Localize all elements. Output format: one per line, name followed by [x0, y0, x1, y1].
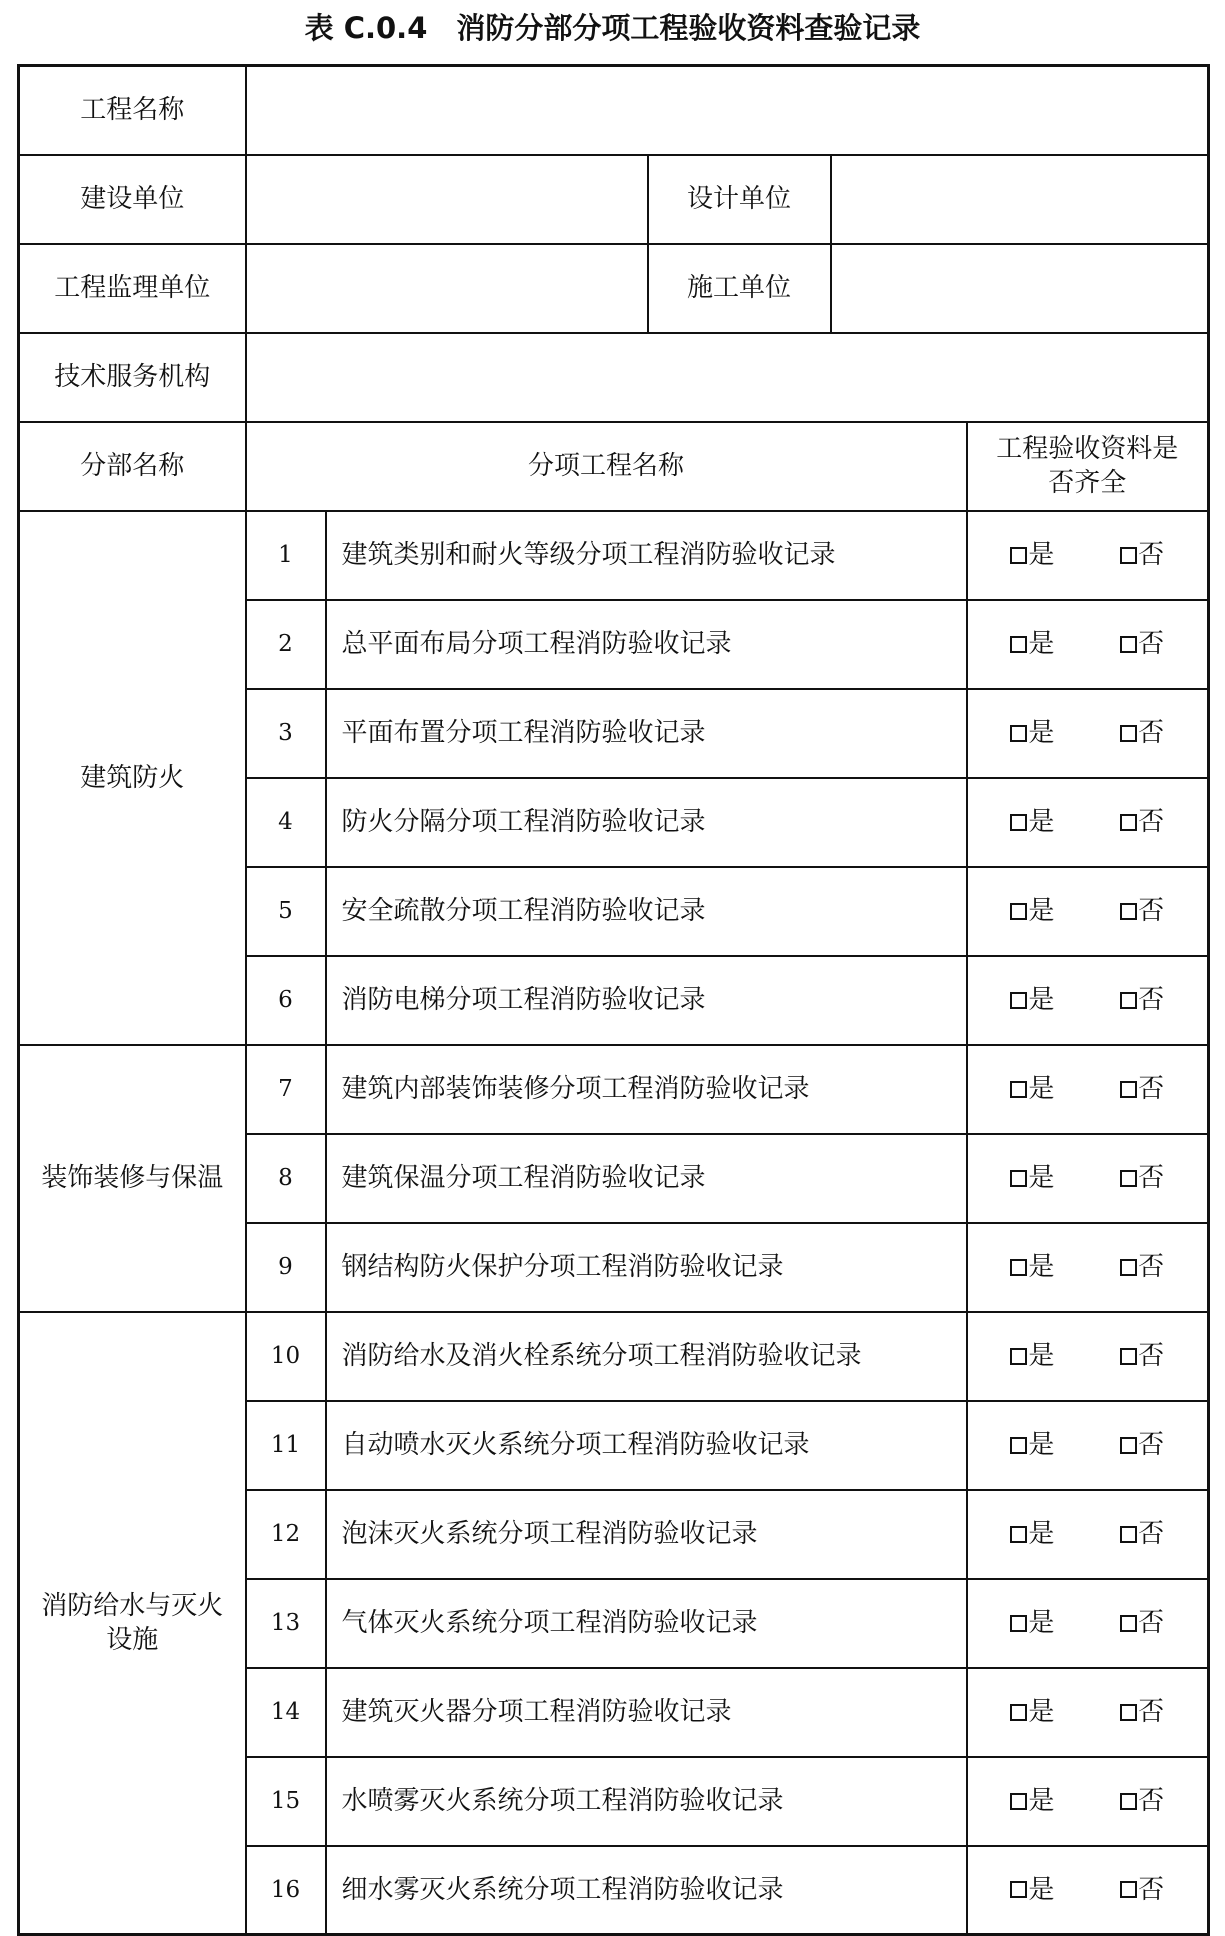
checkbox-square-icon[interactable] [1010, 903, 1027, 920]
checkbox-yes-label: 是 [1028, 1874, 1055, 1905]
checkbox-yes-label: 是 [1028, 896, 1055, 926]
checkbox-no[interactable] [1120, 1517, 1164, 1551]
completeness-cell [967, 1846, 1209, 1935]
item-name: 防火分隔分项工程消防验收记录 [326, 778, 967, 867]
checkbox-square-icon[interactable] [1120, 1348, 1137, 1365]
item-number: 13 [246, 1579, 326, 1668]
checkbox-square-icon[interactable] [1120, 1081, 1137, 1098]
completeness-options [968, 1250, 1208, 1284]
checkbox-yes[interactable] [1010, 1072, 1054, 1106]
complete-column-header-text: 工程验收资料是否齐全 [996, 434, 1179, 498]
checkbox-yes[interactable] [1010, 627, 1054, 661]
checkbox-yes-label: 是 [1028, 1430, 1055, 1460]
checkbox-square-icon[interactable] [1120, 992, 1137, 1009]
checkbox-no[interactable] [1120, 1873, 1164, 1907]
checkbox-no-label: 否 [1138, 896, 1165, 926]
item-name: 安全疏散分项工程消防验收记录 [326, 867, 967, 956]
item-number: 5 [246, 867, 326, 956]
checkbox-no[interactable] [1120, 983, 1164, 1017]
design-unit-label: 设计单位 [648, 155, 831, 244]
tech-service-field[interactable] [246, 333, 1209, 422]
division-name-cell: 装饰装修与保温 [19, 1045, 246, 1312]
completeness-cell [967, 600, 1209, 689]
checkbox-no[interactable] [1120, 1072, 1164, 1106]
checkbox-yes[interactable] [1010, 1784, 1054, 1818]
checkbox-yes[interactable] [1010, 716, 1054, 750]
project-name-field[interactable] [246, 66, 1209, 155]
checkbox-no[interactable] [1120, 1784, 1164, 1818]
record-row [19, 1312, 1209, 1401]
checkbox-no[interactable] [1120, 627, 1164, 661]
item-number: 14 [246, 1668, 326, 1757]
checkbox-square-icon[interactable] [1010, 814, 1027, 831]
division-name-cell: 建筑防火 [19, 511, 246, 1045]
item-number: 3 [246, 689, 326, 778]
item-number: 2 [246, 600, 326, 689]
checkbox-square-icon[interactable] [1010, 1348, 1027, 1365]
checkbox-no[interactable] [1120, 1250, 1164, 1284]
completeness-options [968, 538, 1208, 572]
completeness-cell [967, 956, 1209, 1045]
checkbox-no-label: 否 [1138, 1341, 1165, 1371]
checkbox-square-icon[interactable] [1120, 1881, 1137, 1898]
checkbox-no-label: 否 [1138, 540, 1165, 570]
item-number: 6 [246, 956, 326, 1045]
checkbox-yes-label: 是 [1028, 1786, 1055, 1816]
checkbox-no-label: 否 [1138, 1252, 1165, 1282]
checkbox-square-icon[interactable] [1010, 636, 1027, 653]
completeness-options [968, 1784, 1208, 1818]
checkbox-square-icon[interactable] [1120, 547, 1137, 564]
checkbox-no[interactable] [1120, 894, 1164, 928]
tech-service-row [19, 333, 1209, 422]
project-name-label: 工程名称 [19, 66, 246, 155]
checkbox-yes[interactable] [1010, 894, 1054, 928]
completeness-cell [967, 1579, 1209, 1668]
checkbox-yes[interactable] [1010, 805, 1054, 839]
checkbox-square-icon[interactable] [1010, 1881, 1027, 1898]
checkbox-no[interactable] [1120, 716, 1164, 750]
checkbox-square-icon[interactable] [1010, 1793, 1027, 1810]
record-row [19, 1045, 1209, 1134]
item-number: 4 [246, 778, 326, 867]
checkbox-square-icon[interactable] [1010, 1526, 1027, 1543]
checkbox-square-icon[interactable] [1120, 814, 1137, 831]
division-column-header: 分部名称 [19, 422, 246, 511]
completeness-cell [967, 867, 1209, 956]
completeness-options [968, 1072, 1208, 1106]
completeness-cell [967, 1223, 1209, 1312]
checkbox-no[interactable] [1120, 1161, 1164, 1195]
checkbox-no[interactable] [1120, 1606, 1164, 1640]
builder-unit-label: 施工单位 [648, 244, 831, 333]
completeness-options [968, 1873, 1208, 1907]
supervision-unit-field[interactable] [246, 244, 648, 333]
item-name: 建筑保温分项工程消防验收记录 [326, 1134, 967, 1223]
completeness-cell [967, 1134, 1209, 1223]
checkbox-square-icon[interactable] [1010, 725, 1027, 742]
construction-unit-label: 建设单位 [19, 155, 246, 244]
completeness-options [968, 894, 1208, 928]
checkbox-yes[interactable] [1010, 1695, 1054, 1729]
checkbox-square-icon[interactable] [1120, 1704, 1137, 1721]
checkbox-square-icon[interactable] [1120, 1437, 1137, 1454]
project-name-row [19, 66, 1209, 155]
completeness-options [968, 1695, 1208, 1729]
record-row [19, 511, 1209, 600]
checkbox-square-icon[interactable] [1120, 1170, 1137, 1187]
checkbox-square-icon[interactable] [1010, 547, 1027, 564]
checkbox-yes[interactable] [1010, 983, 1054, 1017]
construction-unit-field[interactable] [246, 155, 648, 244]
checkbox-yes[interactable] [1010, 1873, 1054, 1907]
checkbox-no-label: 否 [1138, 985, 1165, 1015]
checkbox-yes-label: 是 [1028, 540, 1055, 570]
completeness-options [968, 1161, 1208, 1195]
checkbox-yes[interactable] [1010, 1517, 1054, 1551]
checkbox-square-icon[interactable] [1010, 1704, 1027, 1721]
complete-column-header [967, 422, 1209, 511]
item-name: 细水雾灭火系统分项工程消防验收记录 [326, 1846, 967, 1935]
division-name-cell: 消防给水与灭火设施 [19, 1312, 246, 1935]
completeness-cell [967, 1045, 1209, 1134]
completeness-cell [967, 1757, 1209, 1846]
completeness-cell [967, 689, 1209, 778]
completeness-options [968, 716, 1208, 750]
checkbox-yes-label: 是 [1028, 985, 1055, 1015]
checkbox-no-label: 否 [1138, 629, 1165, 659]
item-name: 自动喷水灭火系统分项工程消防验收记录 [326, 1401, 967, 1490]
checkbox-no-label: 否 [1138, 807, 1165, 837]
checkbox-square-icon[interactable] [1010, 1081, 1027, 1098]
completeness-cell [967, 1668, 1209, 1757]
supervision-unit-label: 工程监理单位 [19, 244, 246, 333]
column-header-row [19, 422, 1209, 511]
checkbox-no-label: 否 [1138, 1608, 1165, 1638]
checkbox-yes-label: 是 [1028, 1252, 1055, 1282]
item-name: 钢结构防火保护分项工程消防验收记录 [326, 1223, 967, 1312]
item-number: 15 [246, 1757, 326, 1846]
checkbox-square-icon[interactable] [1120, 636, 1137, 653]
item-name: 消防给水及消火栓系统分项工程消防验收记录 [326, 1312, 967, 1401]
checkbox-yes-label: 是 [1028, 1163, 1055, 1193]
item-number: 11 [246, 1401, 326, 1490]
item-number: 9 [246, 1223, 326, 1312]
checkbox-no-label: 否 [1138, 1697, 1165, 1727]
checkbox-yes-label: 是 [1028, 718, 1055, 748]
checkbox-square-icon[interactable] [1120, 1526, 1137, 1543]
checkbox-yes-label: 是 [1028, 1341, 1055, 1371]
completeness-options [968, 1517, 1208, 1551]
checkbox-no-label: 否 [1138, 1074, 1165, 1104]
builder-unit-field[interactable] [831, 244, 1209, 333]
document-title: 表 C.0.4 消防分部分项工程验收资料查验记录 [304, 11, 921, 45]
completeness-options [968, 983, 1208, 1017]
item-number: 7 [246, 1045, 326, 1134]
checkbox-square-icon[interactable] [1010, 1259, 1027, 1276]
completeness-options [968, 1606, 1208, 1640]
checkbox-square-icon[interactable] [1120, 1615, 1137, 1632]
checkbox-square-icon[interactable] [1120, 1793, 1137, 1810]
item-name: 泡沫灭火系统分项工程消防验收记录 [326, 1490, 967, 1579]
inspection-record-table [17, 64, 1210, 1936]
checkbox-no[interactable] [1120, 805, 1164, 839]
item-number: 16 [246, 1846, 326, 1935]
checkbox-yes-label: 是 [1028, 629, 1055, 659]
completeness-cell [967, 1312, 1209, 1401]
checkbox-no[interactable] [1120, 1695, 1164, 1729]
checkbox-no-label: 否 [1138, 718, 1165, 748]
item-name: 水喷雾灭火系统分项工程消防验收记录 [326, 1757, 967, 1846]
item-number: 12 [246, 1490, 326, 1579]
supervision-builder-row [19, 244, 1209, 333]
checkbox-square-icon[interactable] [1010, 1437, 1027, 1454]
checkbox-yes[interactable] [1010, 1250, 1054, 1284]
checkbox-no-label: 否 [1138, 1163, 1165, 1193]
checkbox-square-icon[interactable] [1120, 725, 1137, 742]
item-name: 总平面布局分项工程消防验收记录 [326, 600, 967, 689]
item-name: 建筑内部装饰装修分项工程消防验收记录 [326, 1045, 967, 1134]
completeness-options [968, 627, 1208, 661]
checkbox-yes[interactable] [1010, 1428, 1054, 1462]
checkbox-yes-label: 是 [1028, 807, 1055, 837]
checkbox-square-icon[interactable] [1010, 992, 1027, 1009]
item-name: 建筑灭火器分项工程消防验收记录 [326, 1668, 967, 1757]
checkbox-yes[interactable] [1010, 538, 1054, 572]
checkbox-no-label: 否 [1138, 1519, 1165, 1549]
completeness-options [968, 1428, 1208, 1462]
checkbox-no[interactable] [1120, 1428, 1164, 1462]
item-name: 平面布置分项工程消防验收记录 [326, 689, 967, 778]
checkbox-no[interactable] [1120, 1339, 1164, 1373]
item-number: 1 [246, 511, 326, 600]
checkbox-square-icon[interactable] [1120, 903, 1137, 920]
completeness-options [968, 805, 1208, 839]
subitem-column-header: 分项工程名称 [246, 422, 967, 511]
checkbox-yes[interactable] [1010, 1606, 1054, 1640]
checkbox-yes-label: 是 [1028, 1697, 1055, 1727]
completeness-cell [967, 778, 1209, 867]
checkbox-no-label: 否 [1138, 1786, 1165, 1816]
checkbox-yes[interactable] [1010, 1339, 1054, 1373]
checkbox-no-label: 否 [1138, 1430, 1165, 1460]
checkbox-square-icon[interactable] [1120, 1259, 1137, 1276]
item-name: 消防电梯分项工程消防验收记录 [326, 956, 967, 1045]
design-unit-field[interactable] [831, 155, 1209, 244]
checkbox-yes-label: 是 [1028, 1519, 1055, 1549]
completeness-options [968, 1339, 1208, 1373]
item-name: 建筑类别和耐火等级分项工程消防验收记录 [326, 511, 967, 600]
checkbox-yes-label: 是 [1028, 1074, 1055, 1104]
item-number: 8 [246, 1134, 326, 1223]
completeness-cell [967, 1490, 1209, 1579]
checkbox-yes-label: 是 [1028, 1608, 1055, 1638]
completeness-cell [967, 1401, 1209, 1490]
completeness-cell [967, 511, 1209, 600]
construction-design-row [19, 155, 1209, 244]
item-number: 10 [246, 1312, 326, 1401]
item-name: 气体灭火系统分项工程消防验收记录 [326, 1579, 967, 1668]
checkbox-square-icon[interactable] [1010, 1615, 1027, 1632]
checkbox-no-label: 否 [1138, 1874, 1165, 1905]
tech-service-label: 技术服务机构 [19, 333, 246, 422]
checkbox-yes[interactable] [1010, 1161, 1054, 1195]
checkbox-no[interactable] [1120, 538, 1164, 572]
checkbox-square-icon[interactable] [1010, 1170, 1027, 1187]
